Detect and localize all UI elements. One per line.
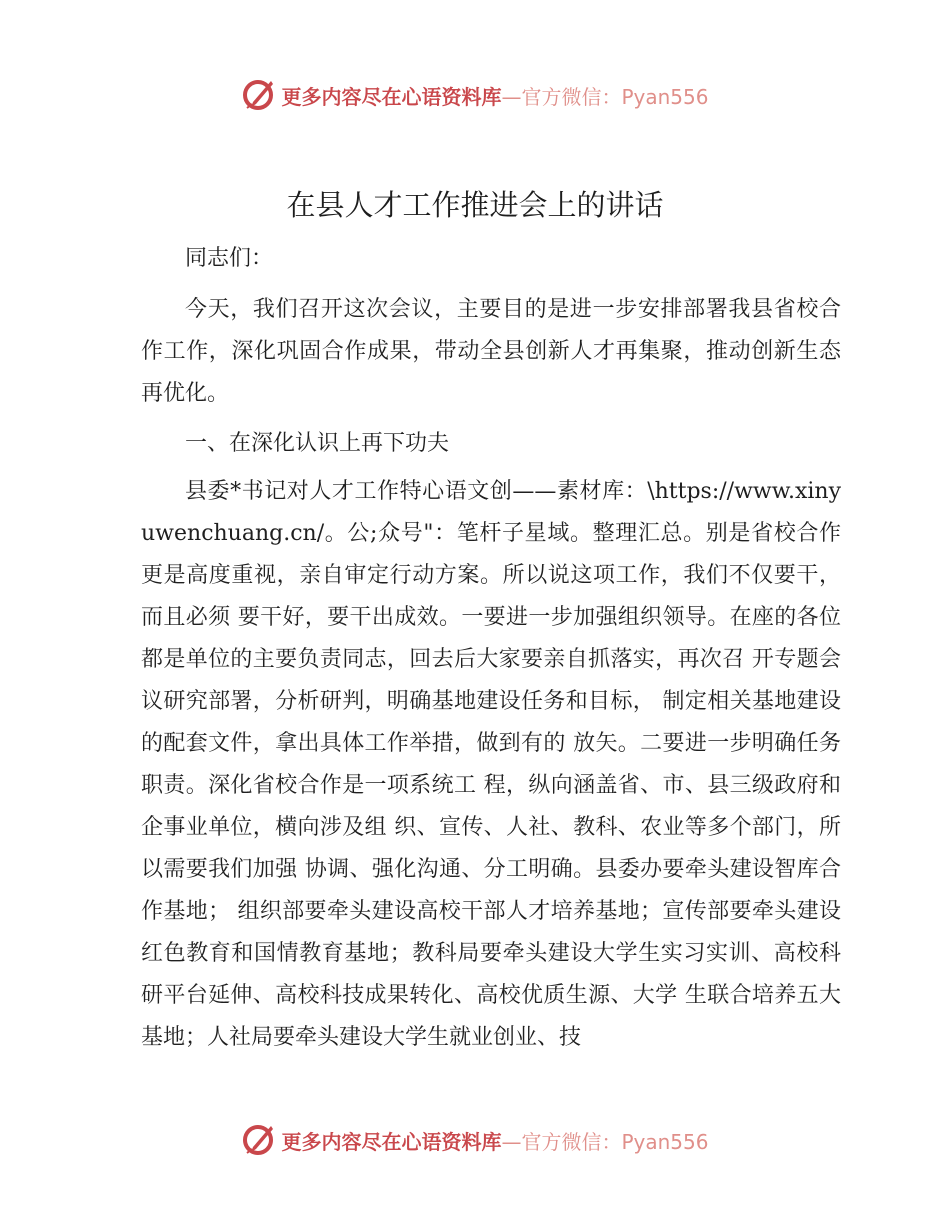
- header-watermark: [0, 73, 950, 117]
- watermark-brand: 更多内容尽在心语资料库: [281, 84, 502, 109]
- footer-watermark: [0, 1118, 950, 1162]
- watermark-text: [281, 1126, 708, 1155]
- watermark-official: —官方微信：Pyan556: [501, 84, 709, 109]
- watermark-official: —官方微信：Pyan556: [501, 1129, 709, 1154]
- salutation: 同志们：: [185, 246, 274, 271]
- watermark-brand: 更多内容尽在心语资料库: [281, 1129, 502, 1154]
- document-body: [141, 238, 841, 1059]
- intro-paragraph: 今天，我们召开这次会议，主要目的是进一步安排部署我县省校合作工作，深化巩固合作成果，带动全县创新人才再集聚，推动创新生态再优化。: [141, 297, 841, 406]
- quill-logo-icon: [241, 78, 275, 112]
- document-title: 在县人才工作推进会上的讲话: [286, 188, 664, 222]
- quill-logo-icon: [241, 1123, 275, 1157]
- section-heading: 一、在深化认识上再下功夫: [185, 431, 450, 456]
- body-paragraph: 县委*书记对人才工作特心语文创——素材库：\https://www.xinyuwenchuang.cn/。公;众号"：笔杆子星域。整理汇总。别是省校合作更是高度重视，亲自审定行动方案。所以说这项工作，我们不仅要干，而且必须 要干好，要干出成效。一要进一步加强组织领导。在座的各位 都是单位的主要负责同志，回去后大家要亲自抓落实，再次召 开专题会议研究部署，分析研判，明确基地建设任务和目标， 制定相关基地建设的配套文件，拿出具体工作举措，做到有的 放矢。二要进一步明确任务职责。深化省校合作是一项系统工 程，纵向涵盖省、市、县三级政府和企事业单位，横向涉及组 织、宣传、人社、教科、农业等多个部门，所以需要我们加强 协调、强化沟通、分工明确。县委办要牵头建设智库合作基地； 组织部要牵头建设高校干部人才培养基地；宣传部要牵头建设 红色教育和国情教育基地；教科局要牵头建设大学生实习实训、高校科研平台延伸、高校科技成果转化、高校优质生源、大学 生联合培养五大基地；人社局要牵头建设大学生就业创业、技: [141, 479, 841, 1050]
- watermark-text: [281, 81, 708, 110]
